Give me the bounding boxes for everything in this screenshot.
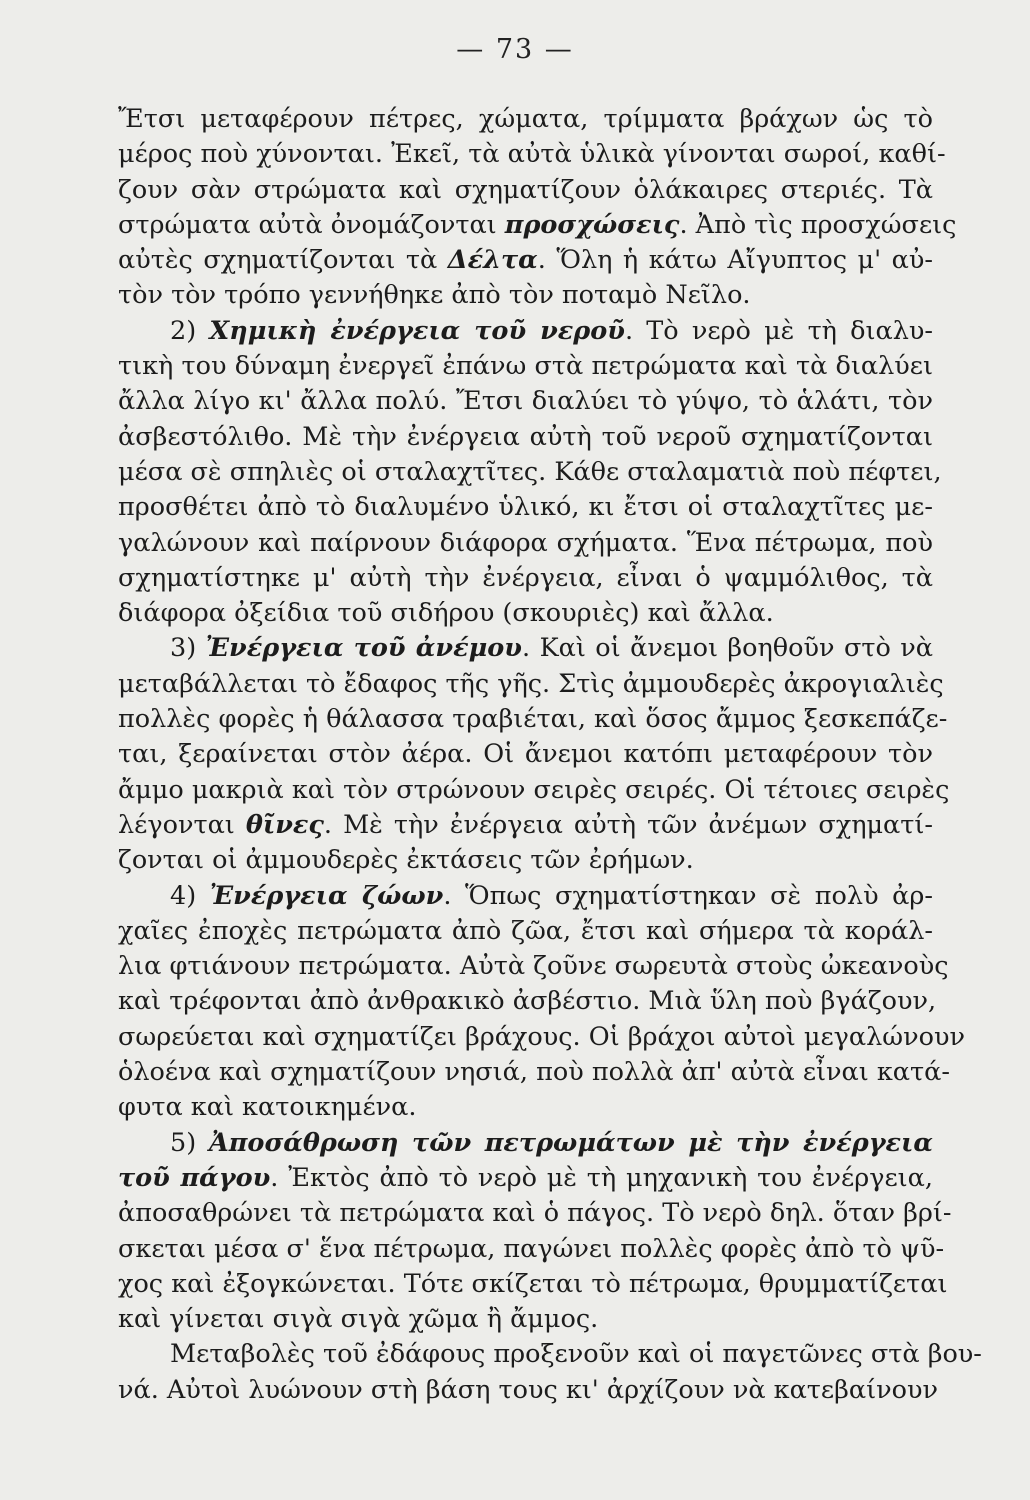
text-segment: σχηματίστηκε μ' αὐτὴ τὴν ἐνέργεια, εἶναι ὁ ψαμμόλιθος, τὰ — [118, 562, 933, 593]
text-segment: σωρεύεται καὶ σχηματίζει βράχους. Οἱ βράχοι αὐτοὶ μεγαλώνουν — [118, 1021, 965, 1052]
text-line — [118, 278, 933, 313]
text-line — [118, 631, 933, 666]
text-segment: . Ὅπως σχηματίστηκαν σὲ πολὺ ἀρ- — [443, 880, 933, 911]
text-line — [118, 490, 933, 525]
text-line — [118, 102, 933, 137]
text-segment: ζουν σὰν στρώματα καὶ σχηματίζουν ὁλάκαιρες στεριές. Τὰ — [118, 174, 933, 205]
emphasized-term: Ἐνέργεια τοῦ ἀνέμου — [205, 633, 522, 664]
text-segment: ἀσβεστόλιθο. Μὲ τὴν ἐνέργεια αὐτὴ τοῦ νεροῦ σχηματίζονται — [118, 421, 933, 452]
text-segment: . Ἀπὸ τὶς προσχώσεις — [679, 209, 957, 240]
text-segment: 2) — [170, 315, 210, 346]
text-segment: τικὴ του δύναμη ἐνεργεῖ ἐπάνω στὰ πετρώματα καὶ τὰ διαλύει — [118, 351, 933, 382]
text-segment: καὶ γίνεται σιγὰ σιγὰ χῶμα ἢ ἄμμος. — [118, 1304, 599, 1335]
emphasized-term: Δέλτα — [447, 245, 538, 276]
text-segment: προσθέτει ἀπὸ τὸ διαλυμένο ὑλικό, κι ἔτσι οἱ σταλαχτῖτες με- — [118, 492, 933, 523]
text-segment: διάφορα ὀξείδια τοῦ σιδήρου (σκουριὲς) καὶ ἄλλα. — [118, 598, 774, 629]
text-segment: χος καὶ ἐξογκώνεται. Τότε σκίζεται τὸ πέτρωμα, θρυμματίζεται — [118, 1268, 948, 1299]
text-line — [118, 879, 933, 914]
text-segment: λέγονται — [118, 809, 246, 840]
text-line — [118, 1337, 982, 1372]
text-line — [118, 737, 933, 772]
text-segment: Ἔτσι μεταφέρουν πέτρες, χώματα, τρίμματα βράχων ὡς τὸ — [118, 104, 933, 134]
emphasized-term: Ἀποσάθρωση τῶν πετρωμάτων μὲ τὴν ἐνέργεια — [208, 1127, 933, 1158]
text-segment: . Ἐκτὸς ἀπὸ τὸ νερὸ μὲ τὴ μηχανικὴ του ἐνέργεια, — [270, 1162, 934, 1193]
emphasized-term: Χημικὴ ἐνέργεια τοῦ νεροῦ — [209, 315, 625, 346]
text-segment: ται, ξεραίνεται στὸν ἀέρα. Οἱ ἄνεμοι κατόπι μεταφέρουν τὸν — [118, 739, 933, 770]
text-line — [118, 526, 933, 561]
text-segment: τὸν τὸν τρόπο γεννήθηκε ἀπὸ τὸν ποταμὸ Νεῖλο. — [118, 280, 751, 311]
text-segment: γαλώνουν καὶ παίρνουν διάφορα σχήματα. Ἕνα πέτρωμα, ποὺ — [118, 527, 933, 558]
text-line — [118, 208, 957, 243]
text-line — [118, 1161, 933, 1196]
text-segment: μεταβάλλεται τὸ ἔδαφος τῆς γῆς. Στὶς ἀμμουδερὲς ἀκρογιαλιὲς — [118, 668, 944, 699]
text-segment: αὐτὲς σχηματίζονται τὰ — [118, 245, 448, 276]
text-line — [118, 667, 944, 702]
text-line — [118, 1055, 950, 1090]
text-segment: μέσα σὲ σπηλιὲς οἱ σταλαχτῖτες. Κάθε σταλαματιὰ ποὺ πέφτει, — [118, 456, 942, 487]
text-segment: . Τὸ νερὸ μὲ τὴ διαλυ- — [624, 315, 934, 346]
text-segment: λια φτιάνουν πετρώματα. Αὐτὰ ζοῦνε σωρευτὰ στοὺς ὠκεανοὺς — [118, 951, 949, 982]
text-segment: στρώματα αὐτὰ ὀνομάζονται — [118, 209, 505, 240]
text-line — [118, 243, 933, 278]
text-segment: ἄλλα λίγο κι' ἄλλα πολύ. Ἔτσι διαλύει τὸ γύψο, τὸ ἁλάτι, τὸν — [118, 386, 933, 417]
text-line — [118, 561, 933, 596]
text-line — [118, 1196, 952, 1231]
text-line — [118, 702, 948, 737]
text-line — [118, 1302, 933, 1337]
text-segment: . Ὅλη ἡ κάτω Αἴγυπτος μ' αὐ- — [537, 245, 933, 276]
text-segment: χαῖες ἐποχὲς πετρώματα ἀπὸ ζῶα, ἔτσι καὶ σήμερα τὰ κοράλ- — [118, 915, 933, 946]
text-segment: . Καὶ οἱ ἄνεμοι βοηθοῦν στὸ νὰ — [522, 633, 933, 664]
text-line — [118, 137, 946, 172]
text-segment: καὶ τρέφονται ἀπὸ ἀνθρακικὸ ἀσβέστιο. Μιὰ ὕλη ποὺ βγάζουν, — [118, 986, 937, 1017]
text-segment: φυτα καὶ κατοικημένα. — [118, 1092, 417, 1123]
text-line — [118, 384, 933, 419]
text-line — [118, 1373, 938, 1408]
text-line — [118, 596, 933, 631]
body-text — [118, 102, 982, 1408]
text-segment: ὁλοένα καὶ σχηματίζουν νησιά, ποὺ πολλὰ ἀπ' αὐτὰ εἶναι κατά- — [118, 1057, 950, 1088]
text-segment: . Μὲ τὴν ἐνέργεια αὐτὴ τῶν ἀνέμων σχηματί- — [323, 809, 933, 840]
text-line — [118, 1020, 965, 1055]
text-segment: 4) — [170, 880, 210, 911]
text-line — [118, 1232, 945, 1267]
emphasized-term: θῖνες — [245, 809, 324, 840]
text-segment: μέρος ποὺ χύνονται. Ἐκεῖ, τὰ αὐτὰ ὑλικὰ γίνονται σωροί, καθί- — [118, 139, 946, 170]
emphasized-term: τοῦ πάγου — [118, 1162, 271, 1193]
text-segment: ἄμμο μακριὰ καὶ τὸν στρώνουν σειρὲς σειρές. Οἱ τέτοιες σειρὲς — [118, 774, 950, 805]
text-line — [118, 949, 949, 984]
text-segment: Μεταβολὲς τοῦ ἐδάφους προξενοῦν καὶ οἱ παγετῶνες στὰ βου- — [170, 1339, 982, 1370]
text-line — [118, 420, 933, 455]
text-line — [118, 914, 933, 949]
text-segment: σκεται μέσα σ' ἕνα πέτρωμα, παγώνει πολλὲς φορὲς ἀπὸ τὸ ψῦ- — [118, 1233, 945, 1264]
text-segment: 5) — [170, 1127, 209, 1158]
text-segment: πολλὲς φορὲς ἡ θάλασσα τραβιέται, καὶ ὅσος ἄμμος ξεσκεπάζε- — [118, 704, 948, 735]
emphasized-term: Ἐνέργεια ζώων — [209, 880, 444, 911]
text-line — [118, 808, 933, 843]
emphasized-term: προσχώσεις — [504, 209, 680, 240]
text-line — [118, 1126, 933, 1161]
text-segment: 3) — [170, 633, 206, 664]
page-number: — 73 — — [456, 34, 574, 65]
text-segment: ἀποσαθρώνει τὰ πετρώματα καὶ ὁ πάγος. Τὸ νερὸ δηλ. ὅταν βρί- — [118, 1198, 952, 1229]
text-line — [118, 1090, 933, 1125]
text-line — [118, 349, 933, 384]
text-line — [118, 314, 933, 349]
text-segment: ζονται οἱ ἀμμουδερὲς ἐκτάσεις τῶν ἐρήμων. — [118, 845, 694, 876]
text-segment: νά. Αὐτοὶ λυώνουν στὴ βάση τους κι' ἀρχίζουν νὰ κατεβαίνουν — [118, 1374, 938, 1405]
text-line — [118, 1267, 948, 1302]
text-line — [118, 773, 950, 808]
text-line — [118, 843, 933, 878]
text-line — [118, 455, 942, 490]
text-line — [118, 173, 933, 208]
text-line — [118, 984, 937, 1019]
